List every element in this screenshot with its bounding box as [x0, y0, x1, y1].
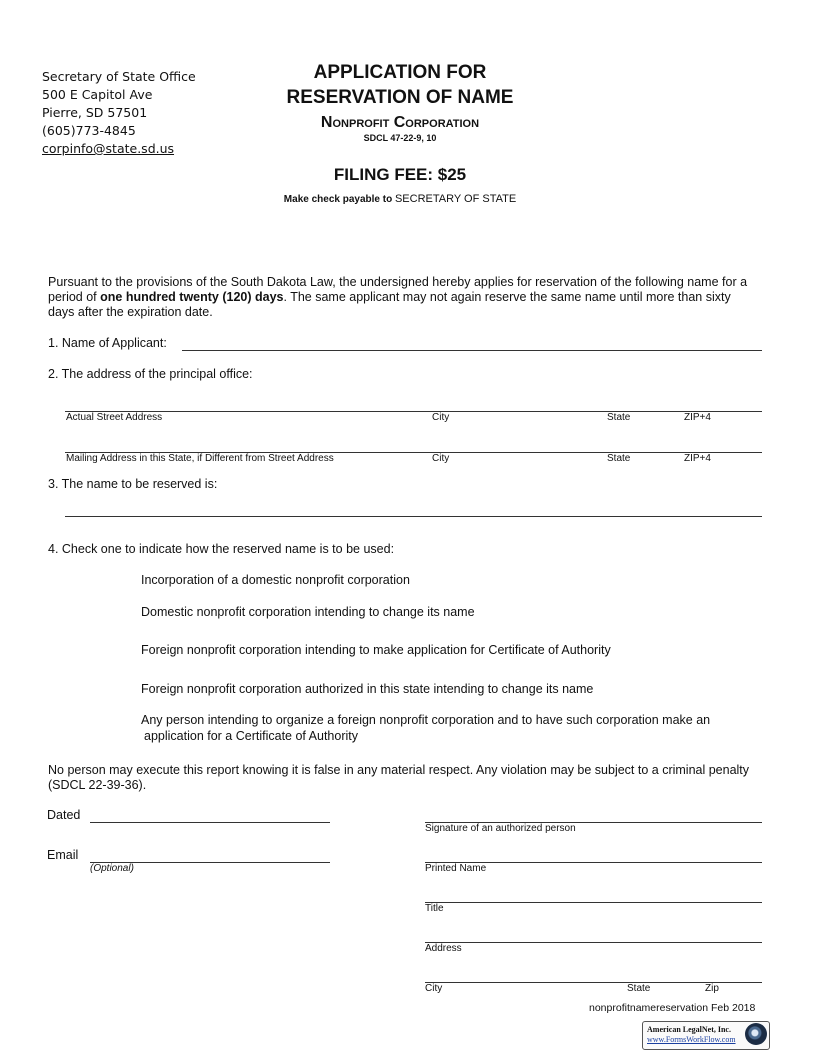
email-label: Email: [47, 848, 79, 862]
q3-label: 3. The name to be reserved is:: [48, 477, 218, 491]
address-label: Address: [425, 943, 462, 954]
form-code: nonprofitnamereservation Feb 2018: [589, 1002, 756, 1014]
dated-field[interactable]: [90, 822, 330, 823]
signer-city-label: City: [425, 983, 443, 994]
street-zip-label: ZIP+4: [684, 412, 711, 423]
printed-name-label: Printed Name: [425, 863, 487, 874]
optional-note: (Optional): [90, 863, 134, 874]
filing-fee: FILING FEE: $25: [333, 165, 467, 184]
form-subtitle: Nonprofit Corporation: [320, 114, 480, 131]
penalty-warning: No person may execute this report knowing it is false in any material respect. Any violation may be subject to a criminal penalty (SDCL 22-39-36).: [48, 763, 750, 792]
office-address-block: [42, 68, 196, 158]
intro-part1: Pursuant to the provisions of the South Dakota Law, the undersigned hereby applies for reservation of the following name for a period of: [48, 275, 748, 304]
reserved-name-field[interactable]: [65, 516, 762, 517]
q1-label: 1. Name of Applicant:: [48, 336, 167, 350]
street-city-label: City: [432, 412, 450, 423]
logo-company: American LegalNet, Inc.: [647, 1025, 731, 1034]
intro-paragraph: [48, 275, 760, 320]
signer-zip-label: Zip: [705, 983, 719, 994]
option-foreign-name-change[interactable]: Foreign nonprofit corporation authorized in this state intending to change its name: [141, 682, 594, 696]
office-street: 500 E Capitol Ave: [42, 87, 153, 102]
address-field[interactable]: [425, 942, 762, 943]
option-foreign-certificate[interactable]: Foreign nonprofit corporation intending to make application for Certificate of Authority: [141, 643, 611, 657]
signer-state-label: State: [627, 983, 651, 994]
street-state-label: State: [607, 412, 631, 423]
office-email-link[interactable]: corpinfo@state.sd.us: [42, 141, 175, 156]
check-payee: SECRETARY OF STATE: [394, 193, 517, 205]
mailing-address-label: Mailing Address in this State, if Different from Street Address: [66, 453, 334, 464]
office-city: Pierre, SD 57501: [42, 105, 148, 120]
title-field[interactable]: [425, 902, 762, 903]
title-label: Title: [425, 903, 444, 914]
check-payable-note: [200, 193, 600, 205]
dated-label: Dated: [47, 808, 81, 822]
logo-url[interactable]: www.FormsWorkFlow.com: [647, 1035, 736, 1044]
street-address-label: Actual Street Address: [66, 412, 163, 423]
intro-bold: one hundred twenty (120) days: [100, 290, 284, 304]
q4-label: 4. Check one to indicate how the reserved name is to be used:: [48, 542, 395, 556]
office-phone: (605)773-4845: [42, 123, 136, 138]
q2-label: 2. The address of the principal office:: [48, 367, 253, 381]
option-foreign-organize-cont: application for a Certificate of Authority: [144, 729, 359, 743]
option-domestic-incorporation[interactable]: Incorporation of a domestic nonprofit corporation: [141, 573, 410, 587]
intro-part2: . The same applicant may not again reserve the same name until more than sixty days after the expiration date.: [48, 290, 731, 319]
mailing-zip-label: ZIP+4: [684, 453, 711, 464]
legalnet-logo[interactable]: [642, 1021, 770, 1050]
check-prefix: Make check payable to: [283, 194, 395, 205]
statute-reference: SDCL 47-22-9, 10: [363, 133, 437, 143]
applicant-name-field[interactable]: [182, 350, 762, 351]
mailing-city-label: City: [432, 453, 450, 464]
office-name: Secretary of State Office: [42, 69, 196, 84]
signature-label: Signature of an authorized person: [425, 823, 576, 834]
street-address-field[interactable]: [65, 411, 762, 412]
mailing-state-label: State: [607, 453, 631, 464]
option-foreign-organize[interactable]: Any person intending to organize a foreign nonprofit corporation and to have such corporation make an: [141, 713, 711, 727]
logo-disc-icon: [745, 1023, 767, 1045]
form-title-line2: RESERVATION OF NAME: [286, 87, 514, 108]
form-title-line1: APPLICATION FOR: [313, 62, 487, 83]
option-domestic-name-change[interactable]: Domestic nonprofit corporation intending to change its name: [141, 605, 475, 619]
